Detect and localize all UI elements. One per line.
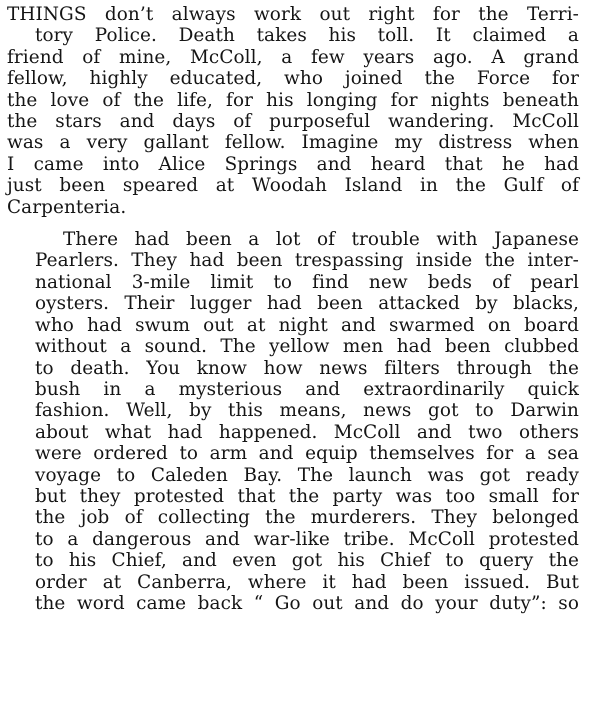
text-line: Pearlers. They had been trespassing inside the inter- — [35, 250, 579, 272]
text-line: were ordered to arm and equip themselves for a sea — [35, 443, 579, 465]
text-line: national 3-mile limit to find new beds of pearl — [35, 271, 579, 293]
paragraph-2 — [7, 229, 579, 614]
text-line: to his Chief, and even got his Chief to query the — [35, 550, 579, 572]
text-line: to death. You know how news filters through the — [35, 357, 579, 379]
text-line: tory Police. Death takes his toll. It claimed a — [35, 25, 579, 47]
text-line: fashion. Well, by this means, news got to Darwin — [35, 400, 579, 422]
text-line: without a sound. The yellow men had been clubbed — [35, 336, 579, 358]
paragraph-1 — [7, 4, 579, 218]
text-line: bush in a mysterious and extraordinarily quick — [35, 378, 579, 400]
text-line: oysters. Their lugger had been attacked by blacks, — [35, 293, 579, 315]
text-line: THINGS don’t always work out right for the Terri- — [7, 4, 579, 25]
text-line: friend of mine, McColl, a few years ago. A grand — [7, 46, 579, 68]
text-line: the love of the life, for his longing for nights beneath — [7, 89, 579, 111]
text-line: I came into Alice Springs and heard that he had — [7, 153, 579, 175]
text-line: There had been a lot of trouble with Japanese — [63, 229, 579, 251]
text-line: to a dangerous and war-like tribe. McColl protested — [35, 528, 579, 550]
text-line: voyage to Caleden Bay. The launch was got ready — [35, 464, 579, 486]
text-line: about what had happened. McColl and two others — [35, 421, 579, 443]
text-line: fellow, highly educated, who joined the Force for — [7, 68, 579, 90]
text-line: the stars and days of purposeful wandering. McColl — [7, 111, 579, 133]
text-line: Carpenteria. — [7, 196, 127, 218]
text-line: who had swum out at night and swarmed on board — [35, 314, 579, 336]
text-line: was a very gallant fellow. Imagine my distress when — [7, 132, 579, 154]
text-line: the word came back “ Go out and do your duty”: so — [35, 592, 579, 614]
text-line: just been speared at Woodah Island in the Gulf of — [7, 175, 579, 197]
article-text — [7, 4, 579, 614]
text-line: but they protested that the party was too small for — [35, 485, 579, 507]
text-line: the job of collecting the murderers. They belonged — [35, 507, 579, 529]
text-line: order at Canberra, where it had been issued. But — [35, 571, 579, 593]
